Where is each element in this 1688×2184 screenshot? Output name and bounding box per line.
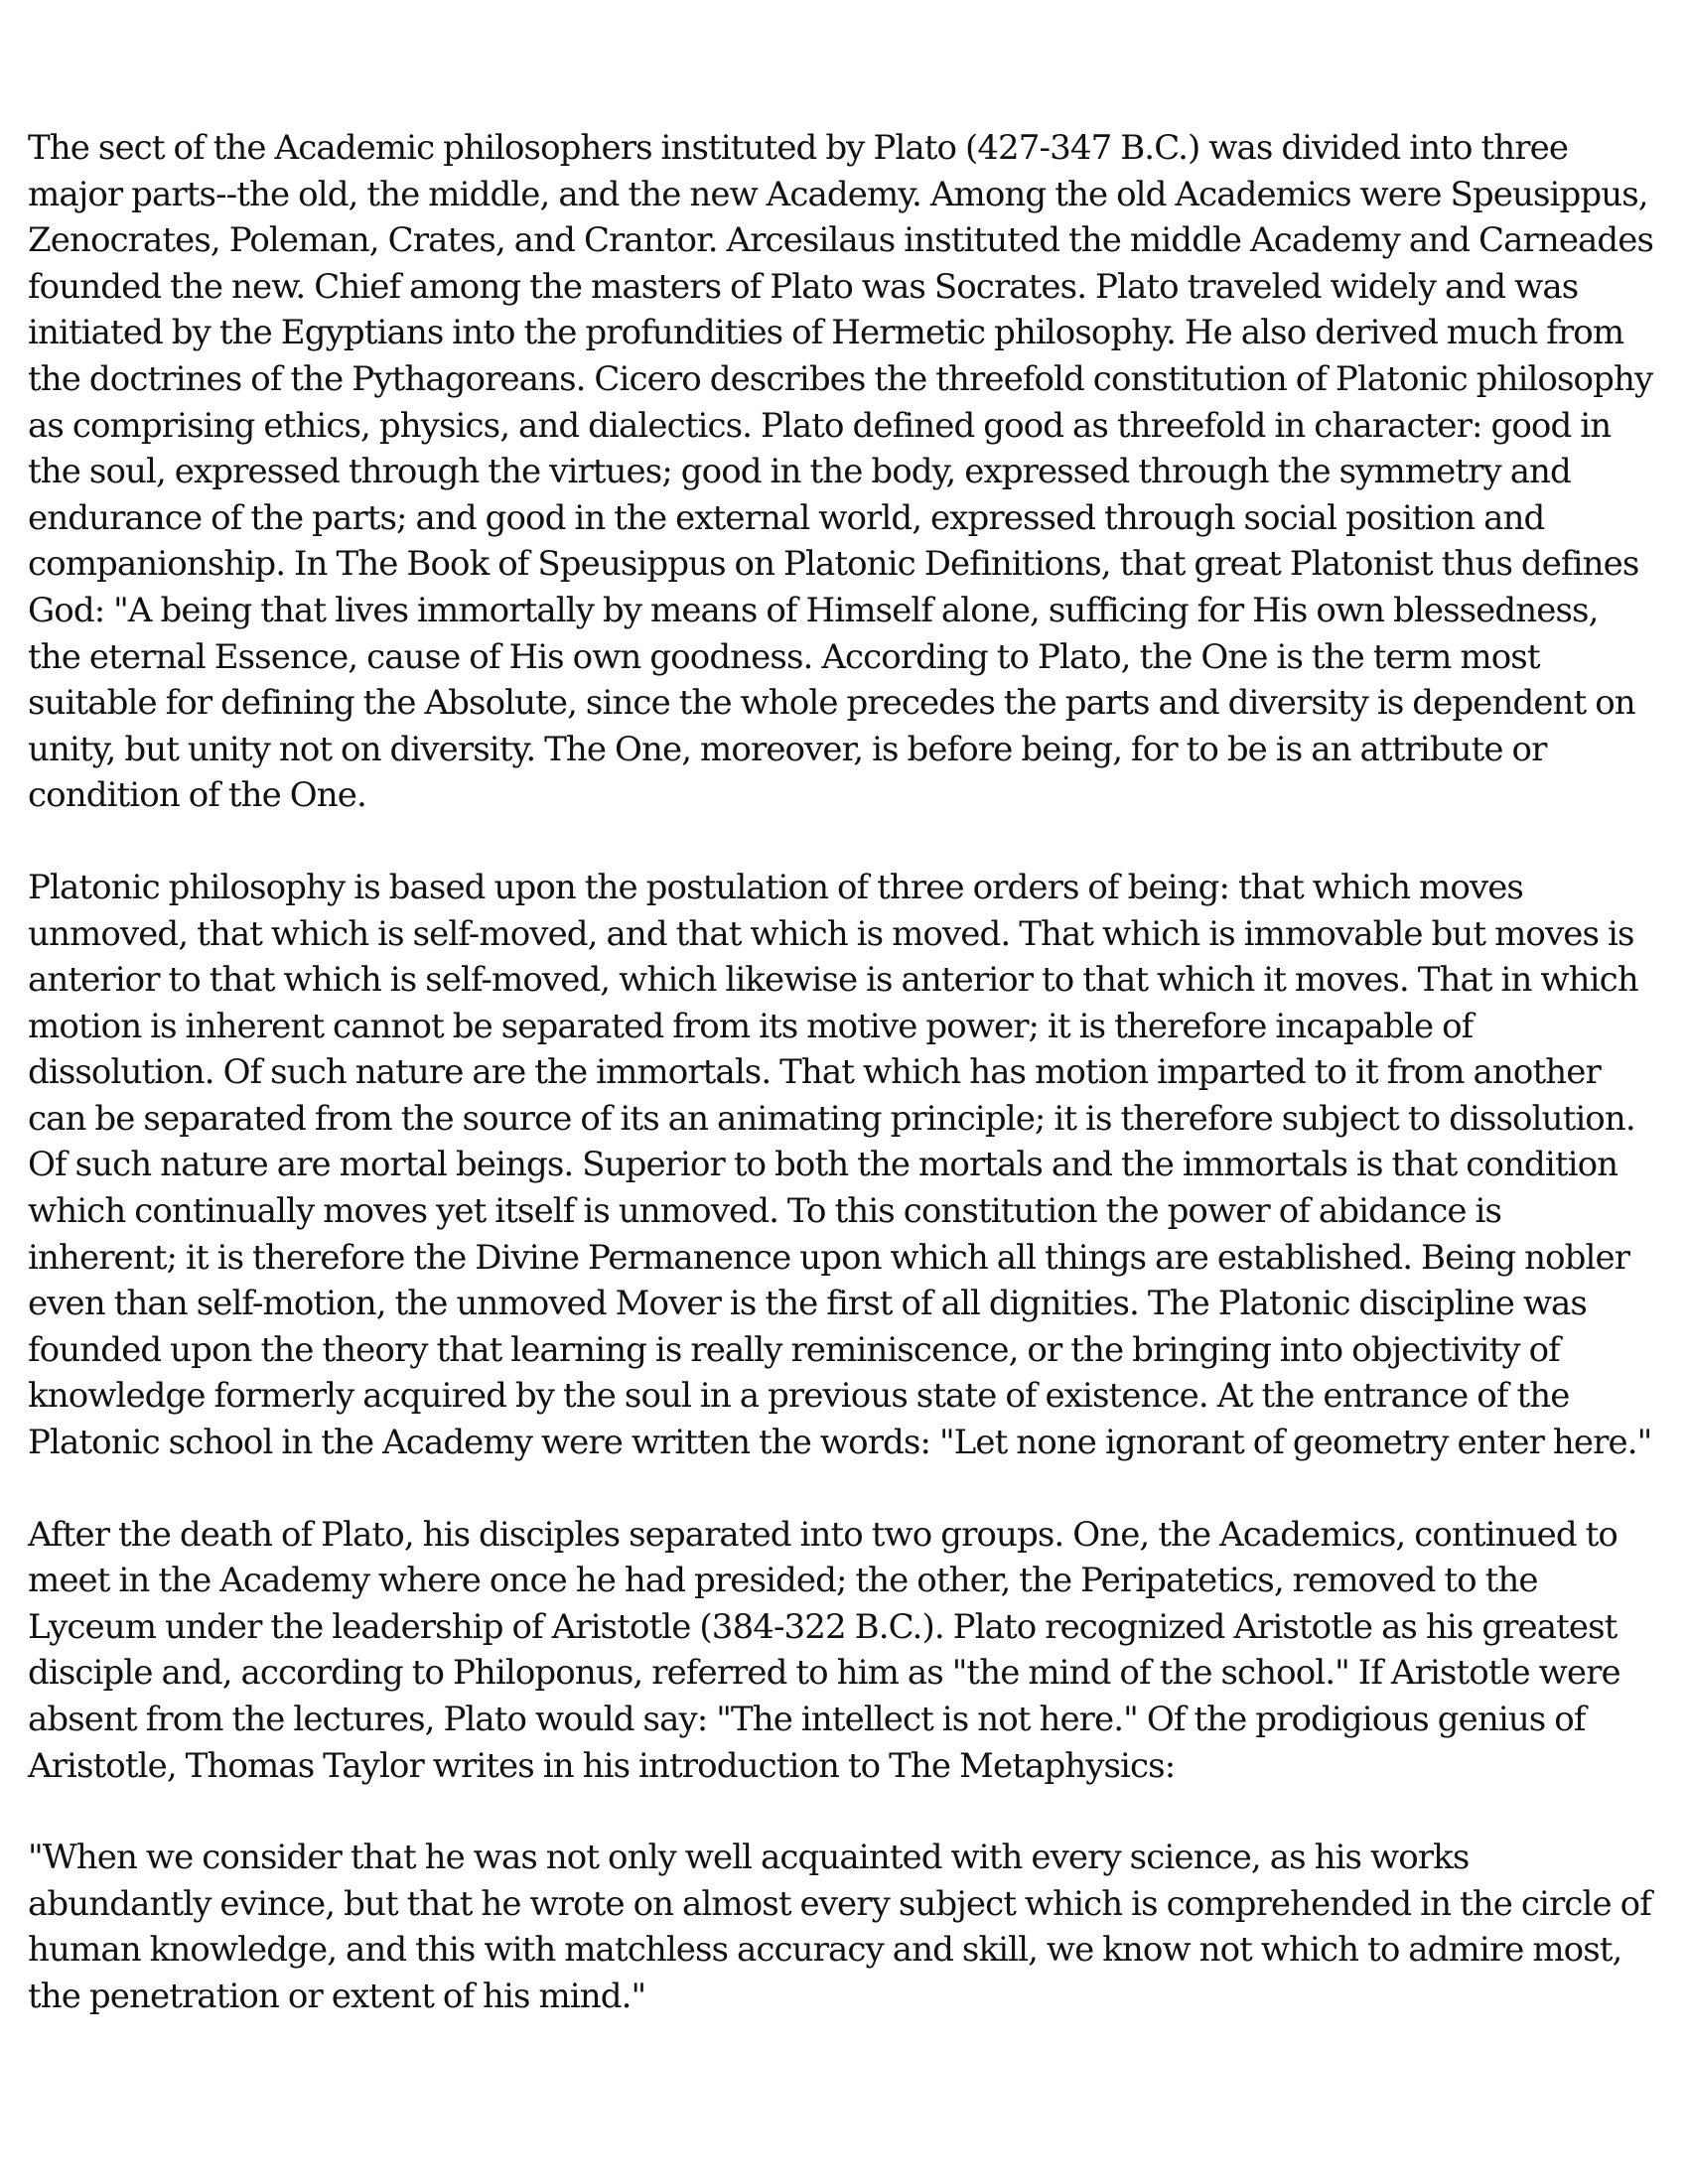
paragraph-disciples-of-plato: After the death of Plato, his disciples separated into two groups. One, the Academics, continued to meet in the Academy where once he had presided; the other, the Peripatetics, removed to the Lyceum under the leadership of Aristotle (384-322 B.C.). Plato recognized Aristotle as his greatest disciple and, according to Philoponus, referred to him as "the mind of the school." If Aristotle were absent from the lectures, Plato would say: "The intellect is not here." Of the prodigious genius of Aristotle, Thomas Taylor writes in his introduction to The Metaphysics: bbox=[28, 1514, 1620, 1786]
paragraph-academic-philosophers: The sect of the Academic philosophers instituted by Plato (427-347 B.C.) was divided into three major parts--the old, the middle, and the new Academy. Among the old Academics were Speusippus, Zenocrates, Poleman, Crates, and Crantor. Arcesilaus instituted the middle Academy and Carneades founded the new. Chief among the masters of Plato was Socrates. Plato traveled widely and was initiated by the Egyptians into the profundities of Hermetic philosophy. He also derived much from the doctrines of the Pythagoreans. Cicero describes the threefold constitution of Platonic philosophy as comprising ethics, physics, and dialectics. Plato defined good as threefold in character: good in the soul, expressed through the virtues; good in the body, expressed through the symmetry and endurance of the parts; and good in the external world, expressed through social position and companionship. In The Book of Speusippus on Platonic Definitions, that great Platonist thus defines God: "A being that lives immortally by means of Himself alone, sufficing for His own blessedness, the eternal Essence, cause of His own goodness. According to Plato, the One is the term most suitable for defining the Absolute, since the whole precedes the parts and diversity is dependent on unity, but unity not on diversity. The One, moreover, is before being, for to be is an attribute or condition of the One. bbox=[28, 128, 1654, 816]
document-page bbox=[28, 125, 1656, 2020]
paragraph-taylor-quotation: "When we consider that he was not only well acquainted with every science, as his works abundantly evince, but that he wrote on almost every subject which is comprehended in the circle of human knowledge, and this with matchless accuracy and skill, we know not which to admire most, the penetration or extent of his mind." bbox=[28, 1838, 1651, 2016]
paragraph-orders-of-being: Platonic philosophy is based upon the postulation of three orders of being: that which moves unmoved, that which is self-moved, and that which is moved. That which is immovable but moves is anterior to that which is self-moved, which likewise is anterior to that which it moves. That in which motion is inherent cannot be separated from its motive power; it is therefore incapable of dissolution. Of such nature are the immortals. That which has motion imparted to it from another can be separated from the source of its an animating principle; it is therefore subject to dissolution. Of such nature are mortal beings. Superior to both the mortals and the immortals is that condition which continually moves yet itself is unmoved. To this constitution the power of abidance is inherent; it is therefore the Divine Permanence upon which all things are established. Being nobler even than self-motion, the unmoved Mover is the first of all dignities. The Platonic discipline was founded upon the theory that learning is really reminiscence, or the bringing into objectivity of knowledge formerly acquired by the soul in a previous state of existence. At the entrance of the Platonic school in the Academy were written the words: "Let none ignorant of geometry enter here." bbox=[28, 867, 1652, 1463]
